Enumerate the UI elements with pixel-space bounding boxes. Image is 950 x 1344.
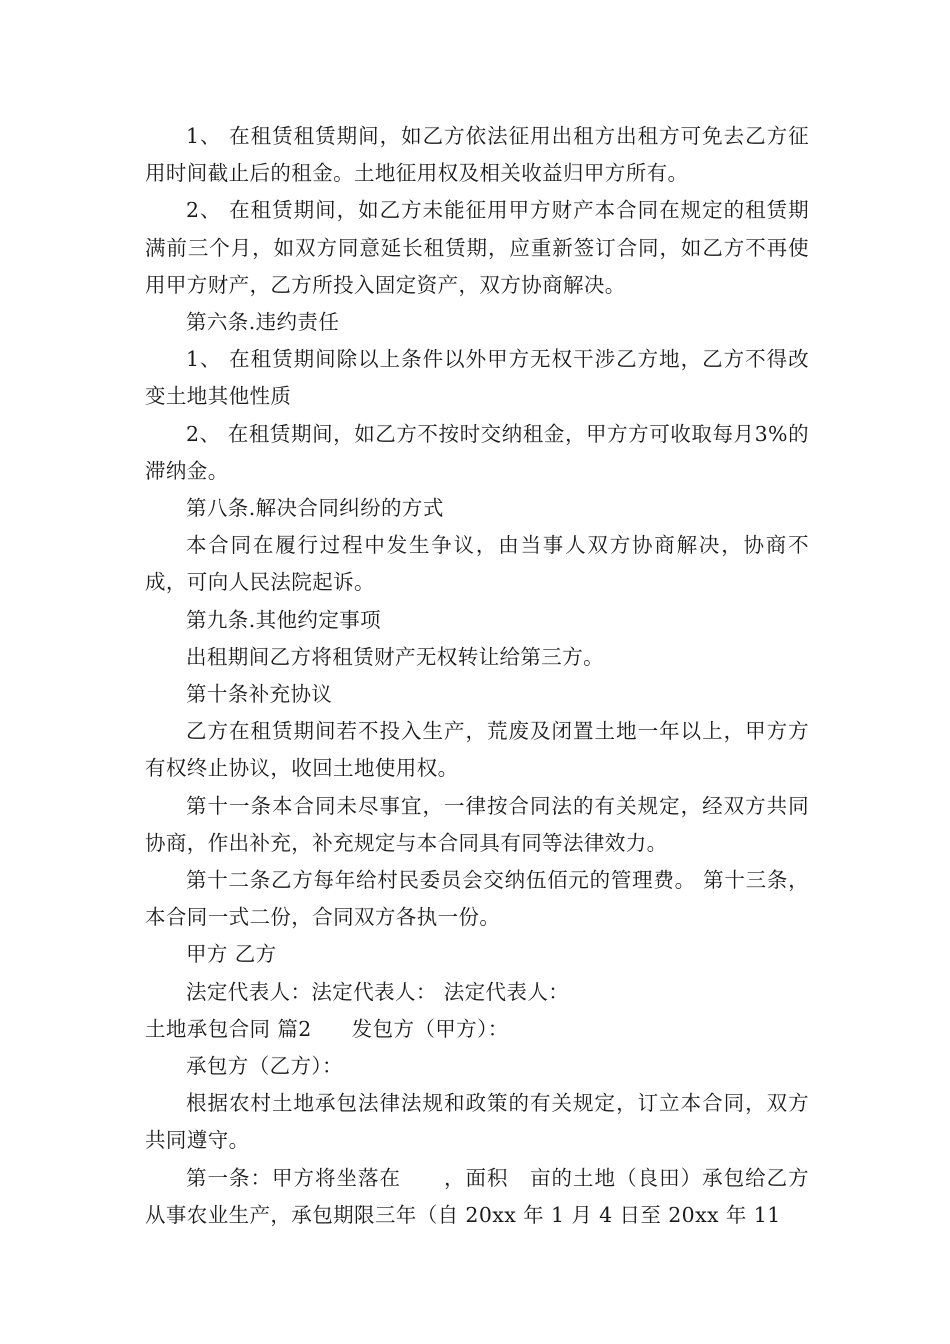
contract-heading-line: [145, 1011, 809, 1048]
clause-paragraph: 第一条：甲方将坐落在 ，面积 亩的土地（良田）承包给乙方从事农业生产，承包期限三年（自 20xx 年 1 月 4 日至 20xx 年 11: [145, 1165, 809, 1227]
article-heading: 第十条补充协议: [186, 682, 333, 707]
signature-parties: 甲方 乙方: [186, 942, 277, 967]
clause-paragraph: 根据农村土地承包法律法规和政策的有关规定，订立本合同，双方共同遵守。: [145, 1091, 809, 1153]
clause-paragraph: 2、 在租赁期间，如乙方不按时交纳租金，甲方方可收取每月3%的滞纳金。: [145, 421, 809, 483]
clause-paragraph: 1、 在租赁租赁期间，如乙方依法征用出租方出租方可免去乙方征用时间截止后的租金。土地征用权及相关收益归甲方所有。: [145, 124, 809, 186]
contractor-party-label: 承包方（乙方）：: [186, 1054, 343, 1079]
clause-paragraph: 出租期间乙方将租赁财产无权转让给第三方。: [186, 644, 604, 669]
clause-paragraph: 第十二条乙方每年给村民委员会交纳伍佰元的管理费。 第十三条，本合同一式二份，合同双方各执一份。: [145, 868, 809, 930]
clause-paragraph: 本合同在履行过程中发生争议，由当事人双方协商解决，协商不成，可向人民法院起诉。: [145, 533, 809, 595]
article-heading: 第六条.违约责任: [186, 310, 340, 335]
clause-paragraph: 第十一条本合同未尽事宜，一律按合同法的有关规定，经双方共同协商，作出补充，补充规定与本合同具有同等法律效力。: [145, 793, 809, 855]
clause-paragraph: 2、 在租赁期间，如乙方未能征用甲方财产本合同在规定的租赁期满前三个月，如双方同意延长租赁期，应重新签订合同，如乙方不再使用甲方财产，乙方所投入固定资产，双方协商解决。: [145, 198, 809, 297]
contract-title: 土地承包合同 篇2: [145, 1016, 312, 1041]
document-body: [145, 118, 809, 1234]
article-heading: 第八条.解决合同纠纷的方式: [186, 496, 444, 521]
clause-paragraph: 乙方在租赁期间若不投入生产，荒废及闭置土地一年以上，甲方方有权终止协议，收回土地使用权。: [145, 719, 809, 781]
signature-representatives: 法定代表人：法定代表人： 法定代表人：: [186, 979, 570, 1004]
article-heading: 第九条.其他约定事项: [186, 607, 382, 632]
contracting-party-label: 发包方（甲方）：: [351, 1016, 509, 1041]
clause-paragraph: 1、 在租赁期间除以上条件以外甲方无权干涉乙方地，乙方不得改变土地其他性质: [145, 347, 809, 409]
